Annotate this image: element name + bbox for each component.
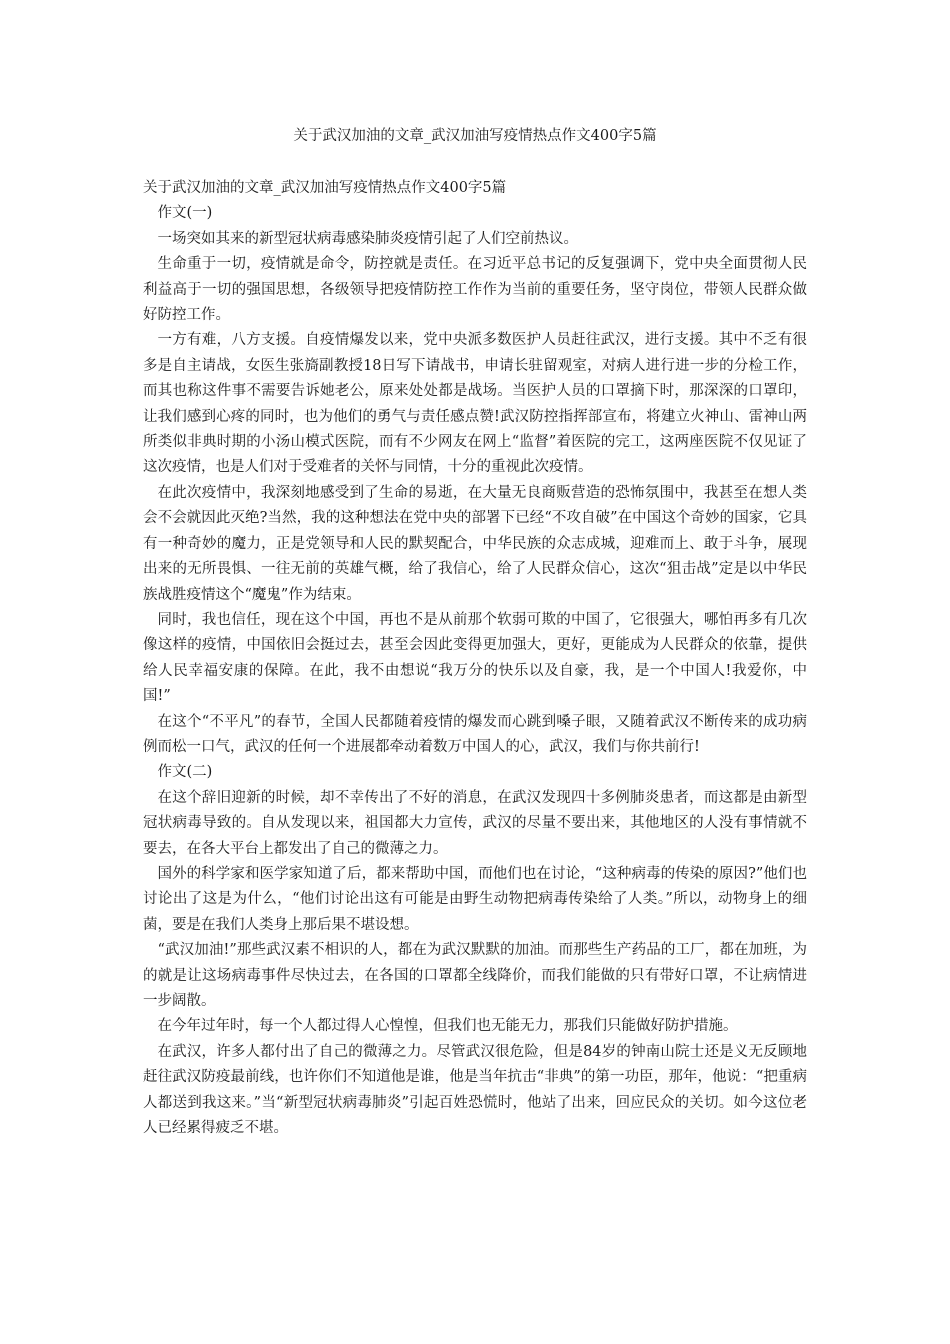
essay-heading: 作文(二) <box>157 764 213 781</box>
essay-heading: 作文(一) <box>157 205 213 222</box>
paragraph: “武汉加油!”那些武汉素不相识的人，都在为武汉默默的加油。而那些生产药品的工厂，都在加班，为的就是让这场病毒事件尽快过去，在各国的口罩都全线降价，而我们能做的只有带好口罩，不让病情进一步阔散。 <box>143 942 807 1009</box>
paragraph: 在武汉，许多人都付出了自己的微薄之力。尽管武汉很危险，但是84岁的钟南山院士还是义无反顾地赶往武汉防疫最前线，也许你们不知道他是谁，他是当年抗击“非典”的第一功臣，那年，他说：“把重病人都送到我这来。”当“新型冠状病毒肺炎”引起百姓恐慌时，他站了出来，回应民众的关切。如今这位老人已经累得疲乏不堪。 <box>143 1043 807 1137</box>
paragraph: 在此次疫情中，我深刻地感受到了生命的易逝，在大量无良商贩营造的恐怖氛围中，我甚至在想人类会不会就因此灭绝?当然，我的这种想法在党中央的部署下已经“不攻自破”在中国这个奇妙的国家，它具有一种奇妙的魔力，正是党领导和人民的默契配合，中华民族的众志成城，迎难而上、敢于斗争，展现出来的无所畏惧、一往无前的英雄气概，给了我信心，给了人民群众信心，这次“狙击战”定是以中华民族战胜疫情这个“魔鬼”作为结束。 <box>143 484 807 603</box>
paragraph: 在这个辞旧迎新的时候，却不幸传出了不好的消息，在武汉发现四十多例肺炎患者，而这都是由新型冠状病毒导致的。自从发现以来，祖国都大力宣传，武汉的尽量不要出来，其他地区的人没有事情就不要去，在各大平台上都发出了自己的微薄之力。 <box>143 789 807 857</box>
document-body <box>143 176 807 1141</box>
document-title: 关于武汉加油的文章_武汉加油写疫情热点作文400字5篇 <box>143 180 507 196</box>
paragraph: 生命重于一切，疫情就是命令，防控就是责任。在习近平总书记的反复强调下，党中央全面贯彻人民利益高于一切的强国思想，各级领导把疫情防控工作作为当前的重要任务，坚守岗位，带领人民群众做好防控工作。 <box>143 256 807 324</box>
page-header-title: 关于武汉加油的文章_武汉加油写疫情热点作文400字5篇 <box>293 128 657 144</box>
paragraph: 在今年过年时，每一个人都过得人心惶惶，但我们也无能无力，那我们只能做好防护措施。 <box>157 1018 738 1035</box>
paragraph: 一场突如其来的新型冠状病毒感染肺炎疫情引起了人们空前热议。 <box>157 230 578 247</box>
paragraph: 一方有难，八方支援。自疫情爆发以来，党中央派多数医护人员赶往武汉，进行支援。其中不乏有很多是自主请战，女医生张旖副教授18日写下请战书，申请长驻留观室，对病人进行进一步的分检工作，而其也称这件事不需要告诉她老公，原来处处都是战场。当医护人员的口罩摘下时，那深深的口罩印，让我们感到心疼的同时，也为他们的勇气与责任感点赞!武汉防控指挥部宣布，将建立火神山、雷神山两所类似非典时期的小汤山模式医院，而有不少网友在网上“监督”着医院的完工，这两座医院不仅见证了这次疫情，也是人们对于受难者的关怀与同情，十分的重视此次疫情。 <box>143 332 807 476</box>
paragraph: 同时，我也信任，现在这个中国，再也不是从前那个软弱可欺的中国了，它很强大，哪怕再多有几次像这样的疫情，中国依旧会挺过去，甚至会因此变得更加强大，更好，更能成为人民群众的依靠，提供给人民幸福安康的保障。在此，我不由想说“我万分的快乐以及自豪，我，是一个中国人!我爱你，中国!” <box>143 611 807 705</box>
paragraph: 国外的科学家和医学家知道了后，都来帮助中国，而他们也在讨论，“这种病毒的传染的原因?”他们也讨论出了这是为什么，“他们讨论出这有可能是由野生动物把病毒传染给了人类。”所以，动物身上的细菌，要是在我们人类身上那后果不堪设想。 <box>143 865 807 933</box>
paragraph: 在这个“不平凡”的春节，全国人民都随着疫情的爆发而心跳到嗓子眼，又随着武汉不断传来的成功病例而松一口气，武汉的任何一个进展都牵动着数万中国人的心，武汉，我们与你共前行! <box>143 713 807 755</box>
